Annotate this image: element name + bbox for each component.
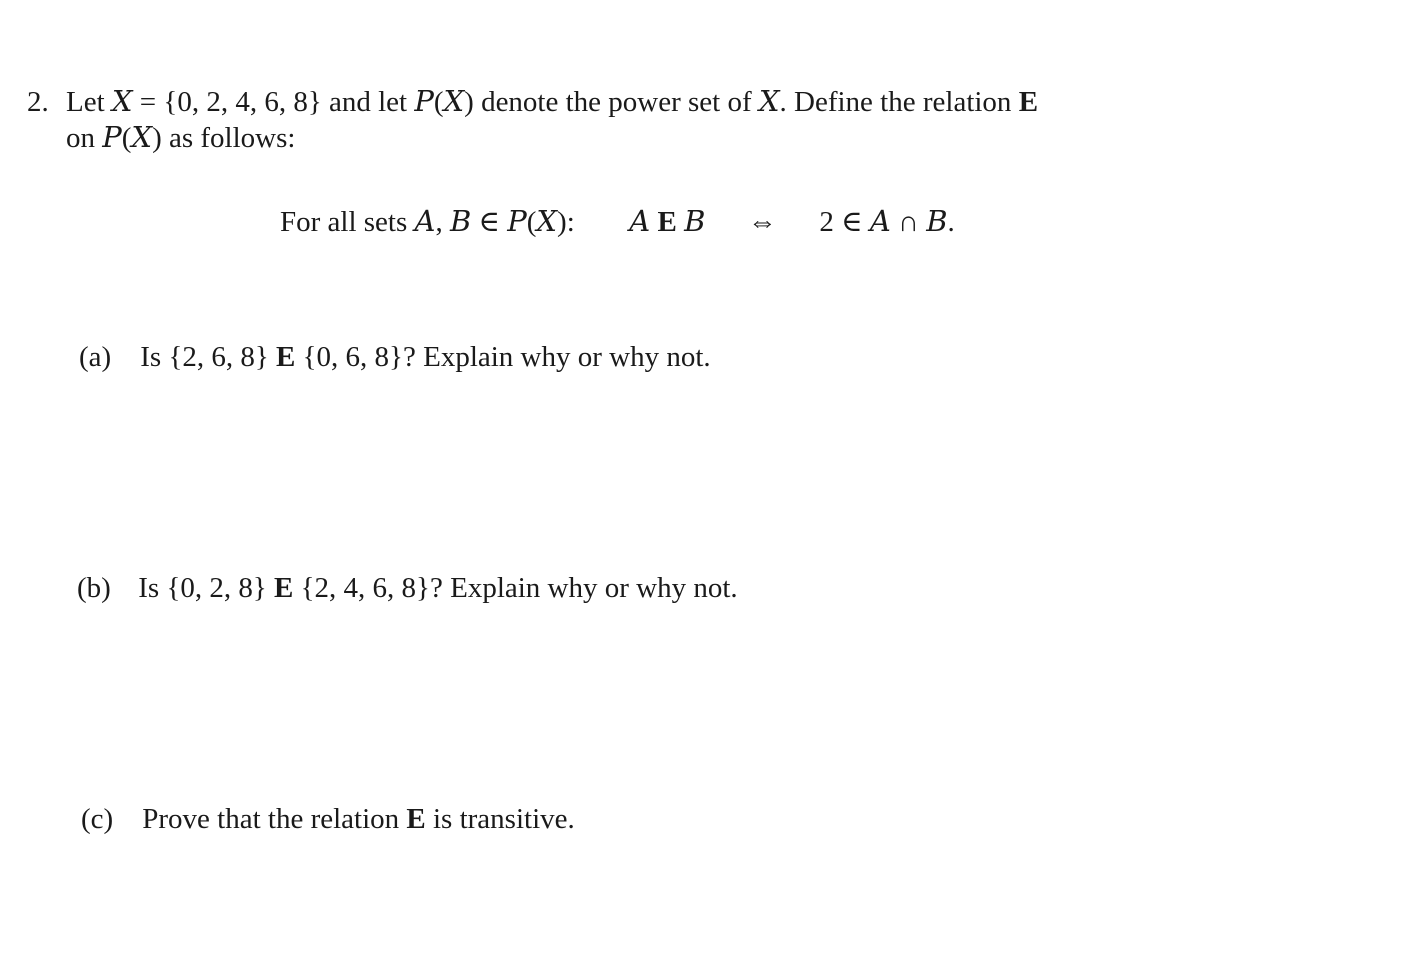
- relation-definition: [280, 208, 955, 237]
- problem-intro-text: Let 𝑋 = {0, 2, 4, 6, 8} and let 𝑃(𝑋) denote the power set of 𝑋. Define the relation: [66, 86, 1012, 118]
- part-c: [81, 805, 575, 834]
- part-label: (b): [77, 572, 111, 604]
- part-text-post: {2, 4, 6, 8}? Explain why or why not.: [300, 572, 738, 604]
- problem-intro-line-1: [66, 88, 1038, 117]
- definition-lhs-b: 𝐵: [684, 206, 706, 238]
- part-text-post: {0, 6, 8}? Explain why or why not.: [302, 341, 711, 373]
- part-b: [77, 574, 738, 603]
- problem-number: 2.: [27, 86, 49, 118]
- problem-intro-line-2: on 𝑃(𝑋) as follows:: [66, 122, 296, 154]
- relation-symbol: E: [1018, 86, 1039, 118]
- part-relation-symbol: E: [406, 803, 426, 835]
- definition-quantifier: For all sets 𝐴, 𝐵 ∈ 𝑃(𝑋):: [280, 206, 575, 238]
- part-label: (a): [79, 341, 112, 373]
- part-relation-symbol: E: [274, 572, 294, 604]
- part-label: (c): [81, 803, 114, 835]
- part-text-pre: Prove that the relation: [142, 803, 400, 835]
- iff-symbol: ⇔: [747, 206, 777, 238]
- part-text-pre: Is {0, 2, 8}: [138, 572, 267, 604]
- part-text-pre: Is {2, 6, 8}: [140, 341, 269, 373]
- definition-rhs: 2 ∈ 𝐴 ∩ 𝐵.: [819, 206, 955, 238]
- part-relation-symbol: E: [276, 341, 296, 373]
- part-text-post: is transitive.: [433, 803, 575, 835]
- definition-lhs-relation: E: [657, 206, 677, 238]
- definition-lhs-a: 𝐴: [629, 206, 651, 238]
- part-a: [79, 343, 711, 372]
